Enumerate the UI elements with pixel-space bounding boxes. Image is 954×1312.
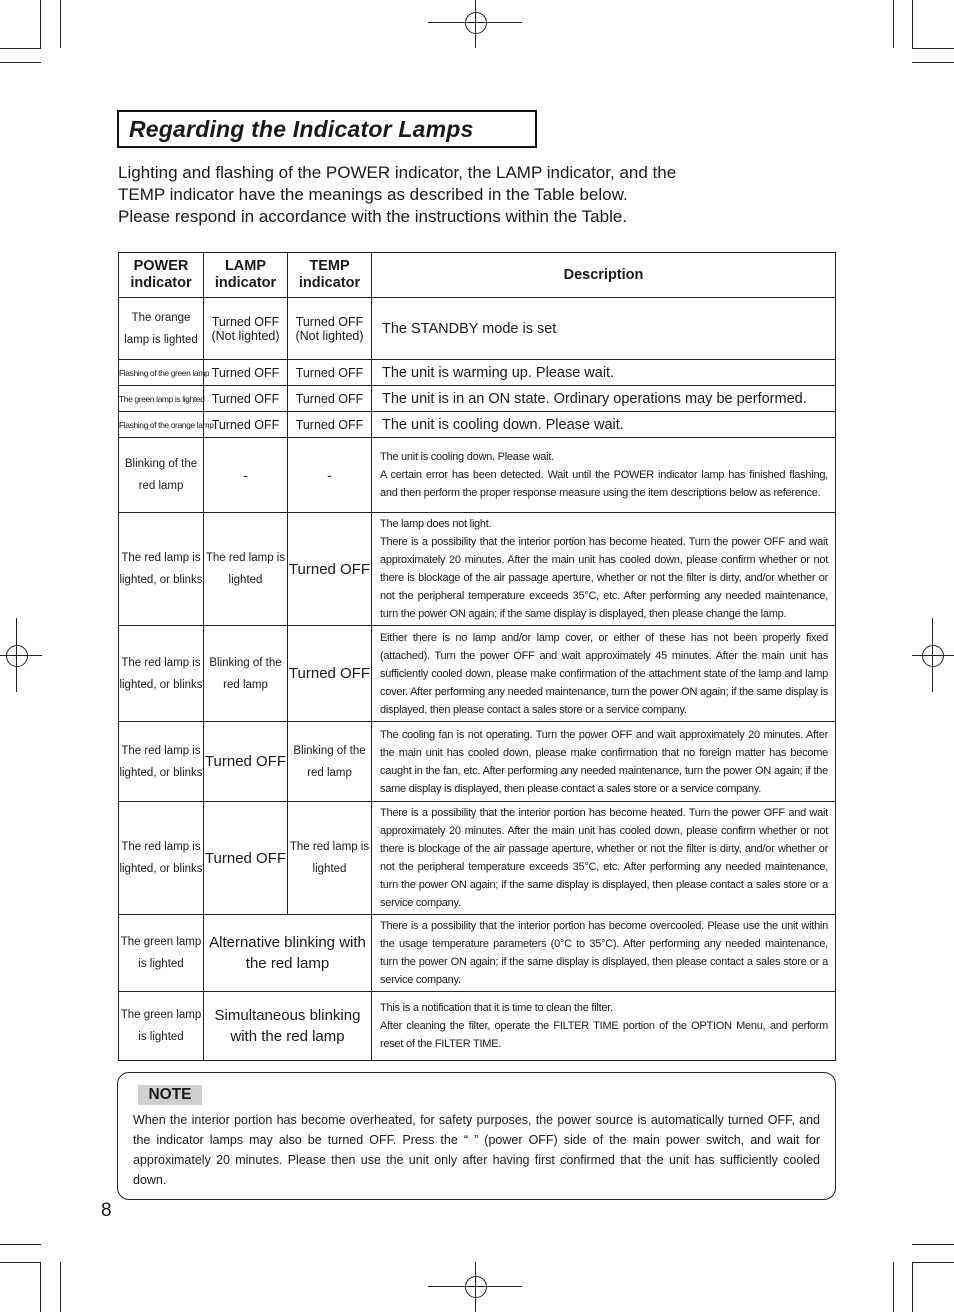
power-cell: The green lamp is lighted	[119, 992, 204, 1061]
table-row	[119, 513, 836, 626]
indicator-table	[118, 252, 836, 1061]
lamp-temp-cell: Alternative blinking with the red lamp	[204, 915, 372, 992]
temp-cell: Turned OFF	[288, 626, 372, 722]
header-power: POWER indicator	[119, 253, 204, 298]
lamp-cell: Turned OFF	[204, 412, 288, 438]
table-row	[119, 386, 836, 412]
power-cell: The red lamp is lighted, or blinks	[119, 513, 204, 626]
description-line: The lamp does not light.	[380, 518, 492, 530]
description-cell	[372, 298, 836, 360]
intro-line: TEMP indicator have the meanings as described in the Table below.	[118, 185, 628, 204]
table-row	[119, 626, 836, 722]
temp-cell: Turned OFF	[288, 513, 372, 626]
page-number: 8	[101, 1200, 112, 1221]
table-row	[119, 412, 836, 438]
lamp-cell: The red lamp is lighted	[204, 513, 288, 626]
description-line: The unit is cooling down. Please wait.	[380, 451, 554, 463]
note-text: When the interior portion has become overheated, for safety purposes, the power source is automatically turned OFF, and the indicator lamps may also be turned OFF. Press the “ ” (power OFF) side of the main power switch, and wait for approximately 20 minutes. Please then use the unit only after having first confirmed that the unit has sufficiently cooled down.	[133, 1113, 820, 1187]
description-cell	[372, 802, 836, 915]
description-text: The unit is in an ON state. Ordinary operations may be performed.	[382, 390, 807, 407]
power-cell: The red lamp is lighted, or blinks	[119, 802, 204, 915]
table-row	[119, 915, 836, 992]
header-description: Description	[372, 253, 836, 298]
table-row	[119, 438, 836, 513]
lamp-cell: Turned OFF	[204, 360, 288, 386]
intro-paragraph	[118, 162, 738, 228]
temp-cell: The red lamp is lighted	[288, 802, 372, 915]
description-line: There is a possibility that the interior portion has become overcooled. Please use the unit within the usage temperature parameters (0°C to 35°C). After performing any needed maintenance, turn the power ON again; if the same display is displayed, then please contact a sales store or a service company.	[380, 920, 828, 986]
table-row	[119, 992, 836, 1061]
lamp-cell: Blinking of the red lamp	[204, 626, 288, 722]
header-temp: TEMP indicator	[288, 253, 372, 298]
description-line: Either there is no lamp and/or lamp cover, or either of these has not been properly fixed (attached). Turn the power OFF and wait approximately 45 minutes. After the main unit has sufficiently cooled down, please make confirmation of the attachment state of the lamp and lamp cover. After performing any needed maintenance, turn the power ON again; if the same display is displayed, then please contact a sales store or a service company.	[380, 631, 828, 716]
table-row	[119, 360, 836, 386]
table-row	[119, 298, 836, 360]
power-cell: The green lamp is lighted	[119, 915, 204, 992]
lamp-cell: Turned OFF	[204, 386, 288, 412]
power-cell: Flashing of the green lamp	[119, 360, 204, 386]
description-cell	[372, 626, 836, 722]
description-text: The unit is cooling down. Please wait.	[382, 416, 624, 433]
header-lamp: LAMP indicator	[204, 253, 288, 298]
description-line: The cooling fan is not operating. Turn the power OFF and wait approximately 20 minutes. After the main unit has cooled down, please make confirmation that no foreign matter has become caught in the fan, etc. After performing any needed maintenance, turn the power ON again; if the same display is displayed, then please contact a sales store or a service company.	[380, 728, 828, 795]
description-cell	[372, 915, 836, 992]
power-cell: Flashing of the orange lamp	[119, 412, 204, 438]
temp-cell: -	[288, 438, 372, 513]
lamp-cell: -	[204, 438, 288, 513]
description-line: This is a notification that it is time to clean the filter.	[380, 1002, 613, 1014]
description-text: The unit is warming up. Please wait.	[382, 364, 615, 381]
table-row	[119, 722, 836, 802]
page-title-text: Regarding the Indicator Lamps	[129, 115, 474, 142]
power-cell: The red lamp is lighted, or blinks	[119, 722, 204, 802]
intro-line: Please respond in accordance with the instructions within the Table.	[118, 207, 628, 226]
description-line: A certain error has been detected. Wait until the POWER indicator lamp has finished flashing, and then perform the proper response measure using the item descriptions below as reference.	[380, 469, 828, 499]
page-title	[117, 110, 537, 148]
power-cell: Blinking of the red lamp	[119, 438, 204, 513]
table-header-row	[119, 253, 836, 298]
table-row	[119, 802, 836, 915]
lamp-cell: Turned OFF (Not lighted)	[204, 298, 288, 360]
temp-cell: Turned OFF	[288, 386, 372, 412]
power-cell: The orange lamp is lighted	[119, 298, 204, 360]
description-line: After cleaning the filter, operate the FILTER TIME portion of the OPTION Menu, and perform reset of the FILTER TIME.	[380, 1020, 828, 1050]
description-cell	[372, 386, 836, 412]
power-cell: The green lamp is lighted	[119, 386, 204, 412]
lamp-cell: Turned OFF	[204, 722, 288, 802]
description-cell	[372, 438, 836, 513]
description-cell	[372, 722, 836, 802]
description-line: There is a possibility that the interior portion has become heated. Turn the power OFF and wait approximately 20 minutes. After the main unit has cooled down, please confirm whether or not there is blockage of the air passage aperture, whether or not the filter is dirty, and/or whether or not the peripheral temperature exceeds 35°C, etc. After performing any needed maintenance, turn the power ON again; if the same display is displayed, then please contact a sales store or a service company.	[380, 807, 828, 909]
temp-cell: Turned OFF (Not lighted)	[288, 298, 372, 360]
description-cell	[372, 360, 836, 386]
lamp-cell: Turned OFF	[204, 802, 288, 915]
lamp-temp-cell: Simultaneous blinking with the red lamp	[204, 992, 372, 1061]
temp-cell: Turned OFF	[288, 360, 372, 386]
description-line: There is a possibility that the interior portion has become heated. Turn the power OFF and wait approximately 20 minutes. After the main unit has cooled down, please confirm whether or not there is blockage of the air passage aperture, whether or not the filter is dirty, and/or whether or not the peripheral temperature exceeds 35°C, etc. After performing any needed maintenance, turn the power ON again; if the same display is displayed, then please change the lamp.	[380, 536, 828, 620]
description-cell	[372, 992, 836, 1061]
description-text: The STANDBY mode is set	[382, 320, 557, 337]
temp-cell: Turned OFF	[288, 412, 372, 438]
intro-line: Lighting and flashing of the POWER indicator, the LAMP indicator, and the	[118, 163, 677, 182]
power-cell: The red lamp is lighted, or blinks	[119, 626, 204, 722]
description-cell	[372, 513, 836, 626]
temp-cell: Blinking of the red lamp	[288, 722, 372, 802]
note-label: NOTE	[138, 1085, 202, 1105]
description-cell	[372, 412, 836, 438]
